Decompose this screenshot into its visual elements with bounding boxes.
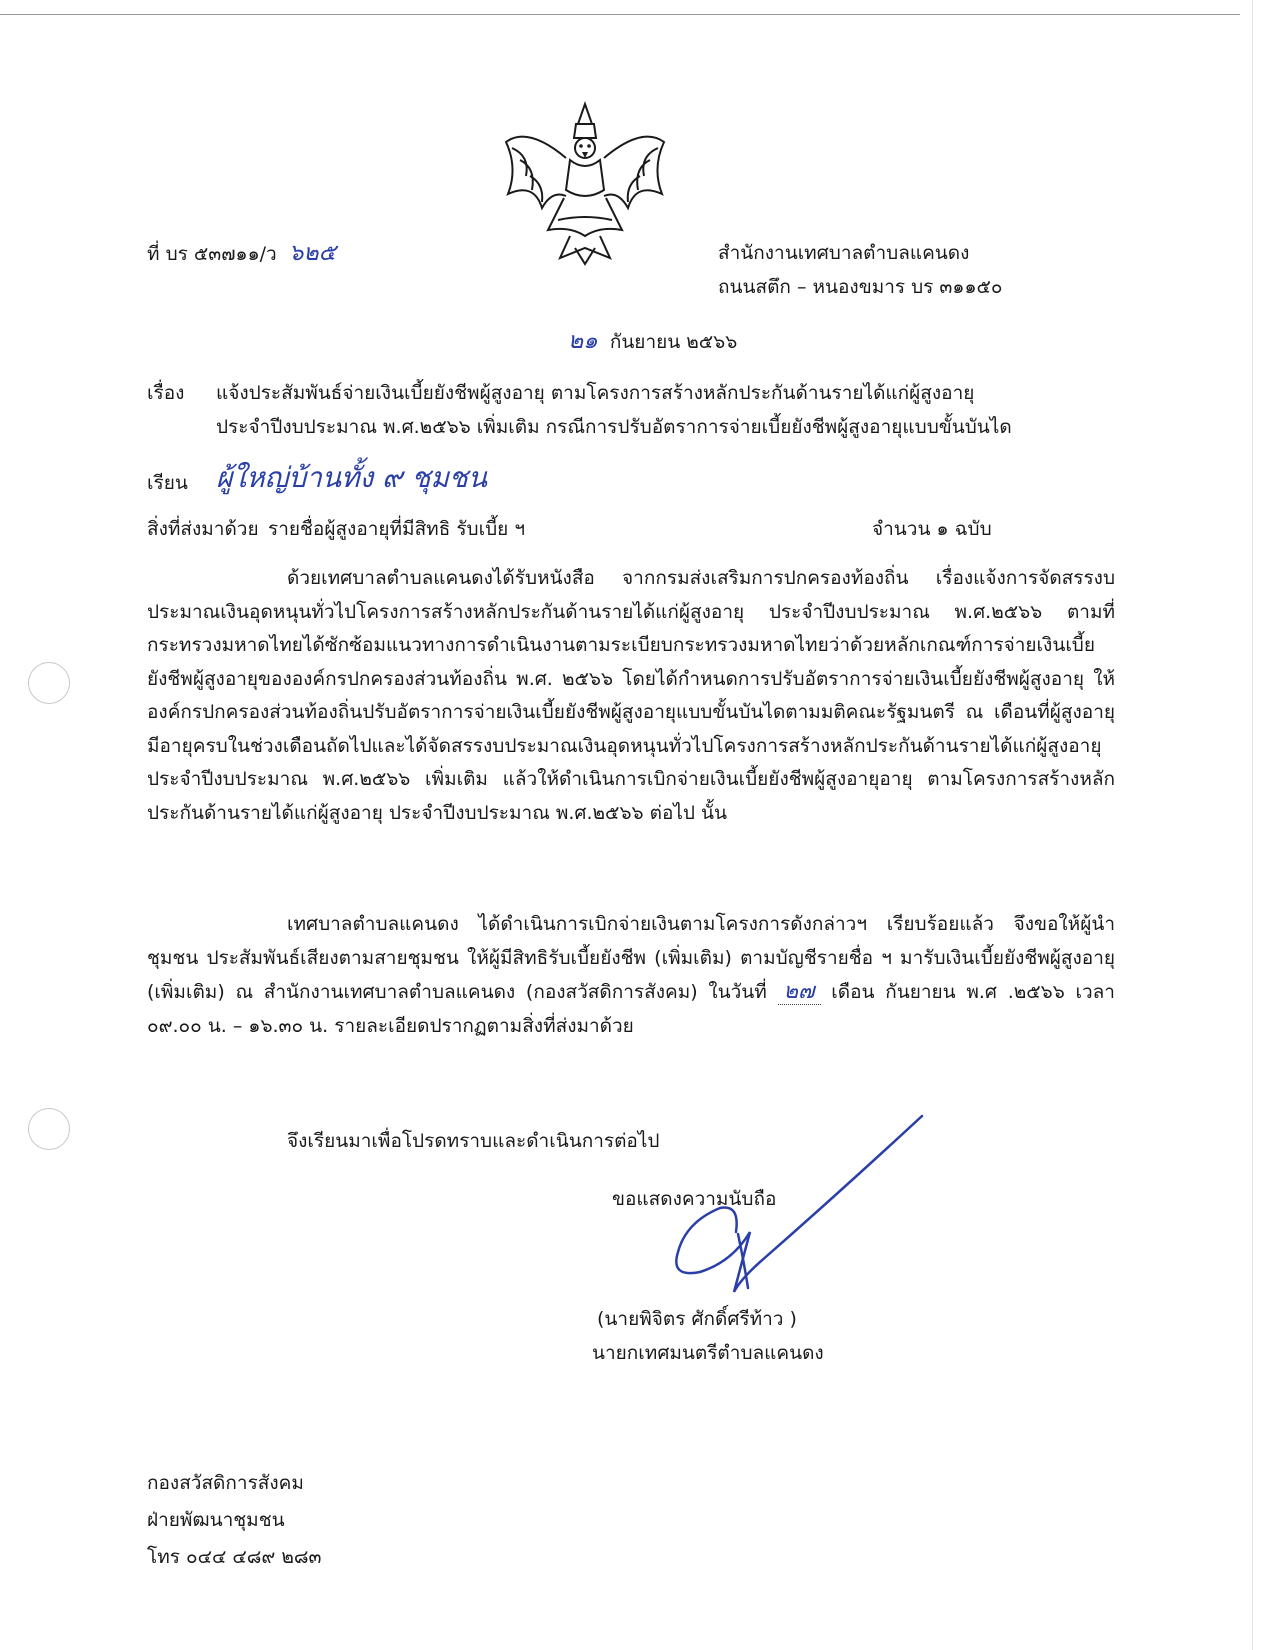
subject-line-1: แจ้งประสัมพันธ์จ่ายเงินเบี้ยยังชีพผู้สูงอายุ ตามโครงการสร้างหลักประกันด้านรายได้แก่ผู้สูงอายุ <box>216 382 975 404</box>
recipient-handwritten: ผู้ใหญ่บ้านทั้ง ๙ ชุมชน <box>216 461 488 494</box>
document-number-label: ที่ บร ๕๓๗๑๑/ว <box>147 243 277 265</box>
paragraph-2-text-after-date: เดือน กันยายน พ.ศ .๒๕๖๖ เวลา ๐๙.๐๐ น. – ๑๖.๓๐ น. รายละเอียดปรากฏตามสิ่งที่ส่งมาด้วย <box>147 981 1115 1037</box>
closing-salutation: ขอแสดงความนับถือ <box>612 1188 777 1210</box>
closing-request: จึงเรียนมาเพื่อโปรดทราบและดำเนินการต่อไป <box>287 1130 660 1152</box>
recipient-label: เรียน <box>147 472 188 494</box>
punch-hole-mark <box>28 662 70 704</box>
body-paragraph-1 <box>147 562 1115 830</box>
office-name: สำนักงานเทศบาลตำบลแคนดง <box>718 242 970 264</box>
subject-line-2: ประจำปีงบประมาณ พ.ศ.๒๕๖๖ เพิ่มเติม กรณีการปรับอัตราการจ่ายเบี้ยยังชีพผู้สูงอายุแบบขั้นบันได <box>216 416 1012 438</box>
date-day-handwritten: ๒๑ <box>568 328 598 354</box>
enclosure-label: สิ่งที่ส่งมาด้วย <box>147 518 259 540</box>
enclosure-text: รายชื่อผู้สูงอายุที่มีสิทธิ รับเบี้ย ฯ <box>268 518 526 540</box>
garuda-emblem <box>500 98 670 266</box>
scan-top-edge-line <box>0 14 1240 15</box>
footer-phone: โทร ๐๔๔ ๔๘๙ ๒๘๓ <box>147 1546 322 1568</box>
signature <box>640 1112 940 1312</box>
paragraph-2-date-handwritten: ๒๗ <box>778 979 821 1005</box>
footer-division: กองสวัสดิการสังคม <box>147 1472 304 1494</box>
paragraph-1-text: ด้วยเทศบาลตำบลแคนดงได้รับหนังสือ จากกรมส่งเสริมการปกครองท้องถิ่น เรื่องแจ้งการจัดสรรงบประมาณเงินอุดหนุนทั่วไปโครงการสร้างหลักประกันด้านรายได้แก่ผู้สูงอายุ ประจำปีงบประมาณ พ.ศ.๒๕๖๖ ตามที่ กระทรวงมหาดไทยได้ซักซ้อมแนวทางการดำเนินงานตามระเบียบกระทรวงมหาดไทยว่าด้วยหลักเกณฑ์การจ่ายเงินเบี้ยยังชีพผู้สูงอายุขององค์กรปกครองส่วนท้องถิ่น พ.ศ. ๒๕๖๖ โดยได้กำหนดการปรับอัตราการจ่ายเงินเบี้ยยังชีพผู้สูงอายุ ให้องค์กรปกครองส่วนท้องถิ่นปรับอัตราการจ่ายเงินเบี้ยยังชีพผู้สูงอายุแบบขั้นบันไดตามมติคณะรัฐมนตรี ณ เดือนที่ผู้สูงอายุมีอายุครบในช่วงเดือนถัดไปและได้จัดสรรงบประมาณเงินอุดหนุนทั่วไปโครงการสร้างหลักประกันด้านรายได้แก่ผู้สูงอายุ ประจำปีงบประมาณ พ.ศ.๒๕๖๖ เพิ่มเติม แล้วให้ดำเนินการเบิกจ่ายเงินเบี้ยยังชีพผู้สูงอายุอายุ ตามโครงการสร้างหลักประกันด้านรายได้แก่ผู้สูงอายุ ประจำปีงบประมาณ พ.ศ.๒๕๖๖ ต่อไป นั้น <box>147 567 1115 824</box>
document-number-handwritten: ๖๒๕ <box>288 240 336 266</box>
paragraph-2-text-before-date: เทศบาลตำบลแคนดง ได้ดำเนินการเบิกจ่ายเงินตามโครงการดังกล่าวฯ เรียบร้อยแล้ว จึงขอให้ผู้นำชุมชน ประสัมพันธ์เสียงตามสายชุมชน ให้ผู้มีสิทธิรับเบี้ยยังชีพ (เพิ่มเติม) ตามบัญชีรายชื่อ ฯ มารับเงินเบี้ยยังชีพผู้สูงอายุ (เพิ่มเติม) ณ สำนักงานเทศบาลตำบลแคนดง (กองสวัสดิการสังคม) ในวันที่ <box>147 913 1115 1003</box>
signer-name: (นายพิจิตร ศักดิ์ศรีท้าว ) <box>597 1308 797 1330</box>
signer-position: นายกเทศมนตรีตำบลแคนดง <box>592 1342 824 1364</box>
scan-right-edge-line <box>1252 0 1253 1650</box>
document-date <box>568 328 737 355</box>
date-month-year: กันยายน ๒๕๖๖ <box>609 331 738 353</box>
enclosure-count: จำนวน ๑ ฉบับ <box>872 518 992 540</box>
document-number <box>147 240 336 267</box>
office-address: ถนนสตึก – หนองขมาร บร ๓๑๑๕๐ <box>718 276 1003 298</box>
punch-hole-mark <box>28 1108 70 1150</box>
body-paragraph-2 <box>147 908 1115 1043</box>
footer-section: ฝ่ายพัฒนาชุมชน <box>147 1509 285 1531</box>
subject-label: เรื่อง <box>147 382 185 404</box>
